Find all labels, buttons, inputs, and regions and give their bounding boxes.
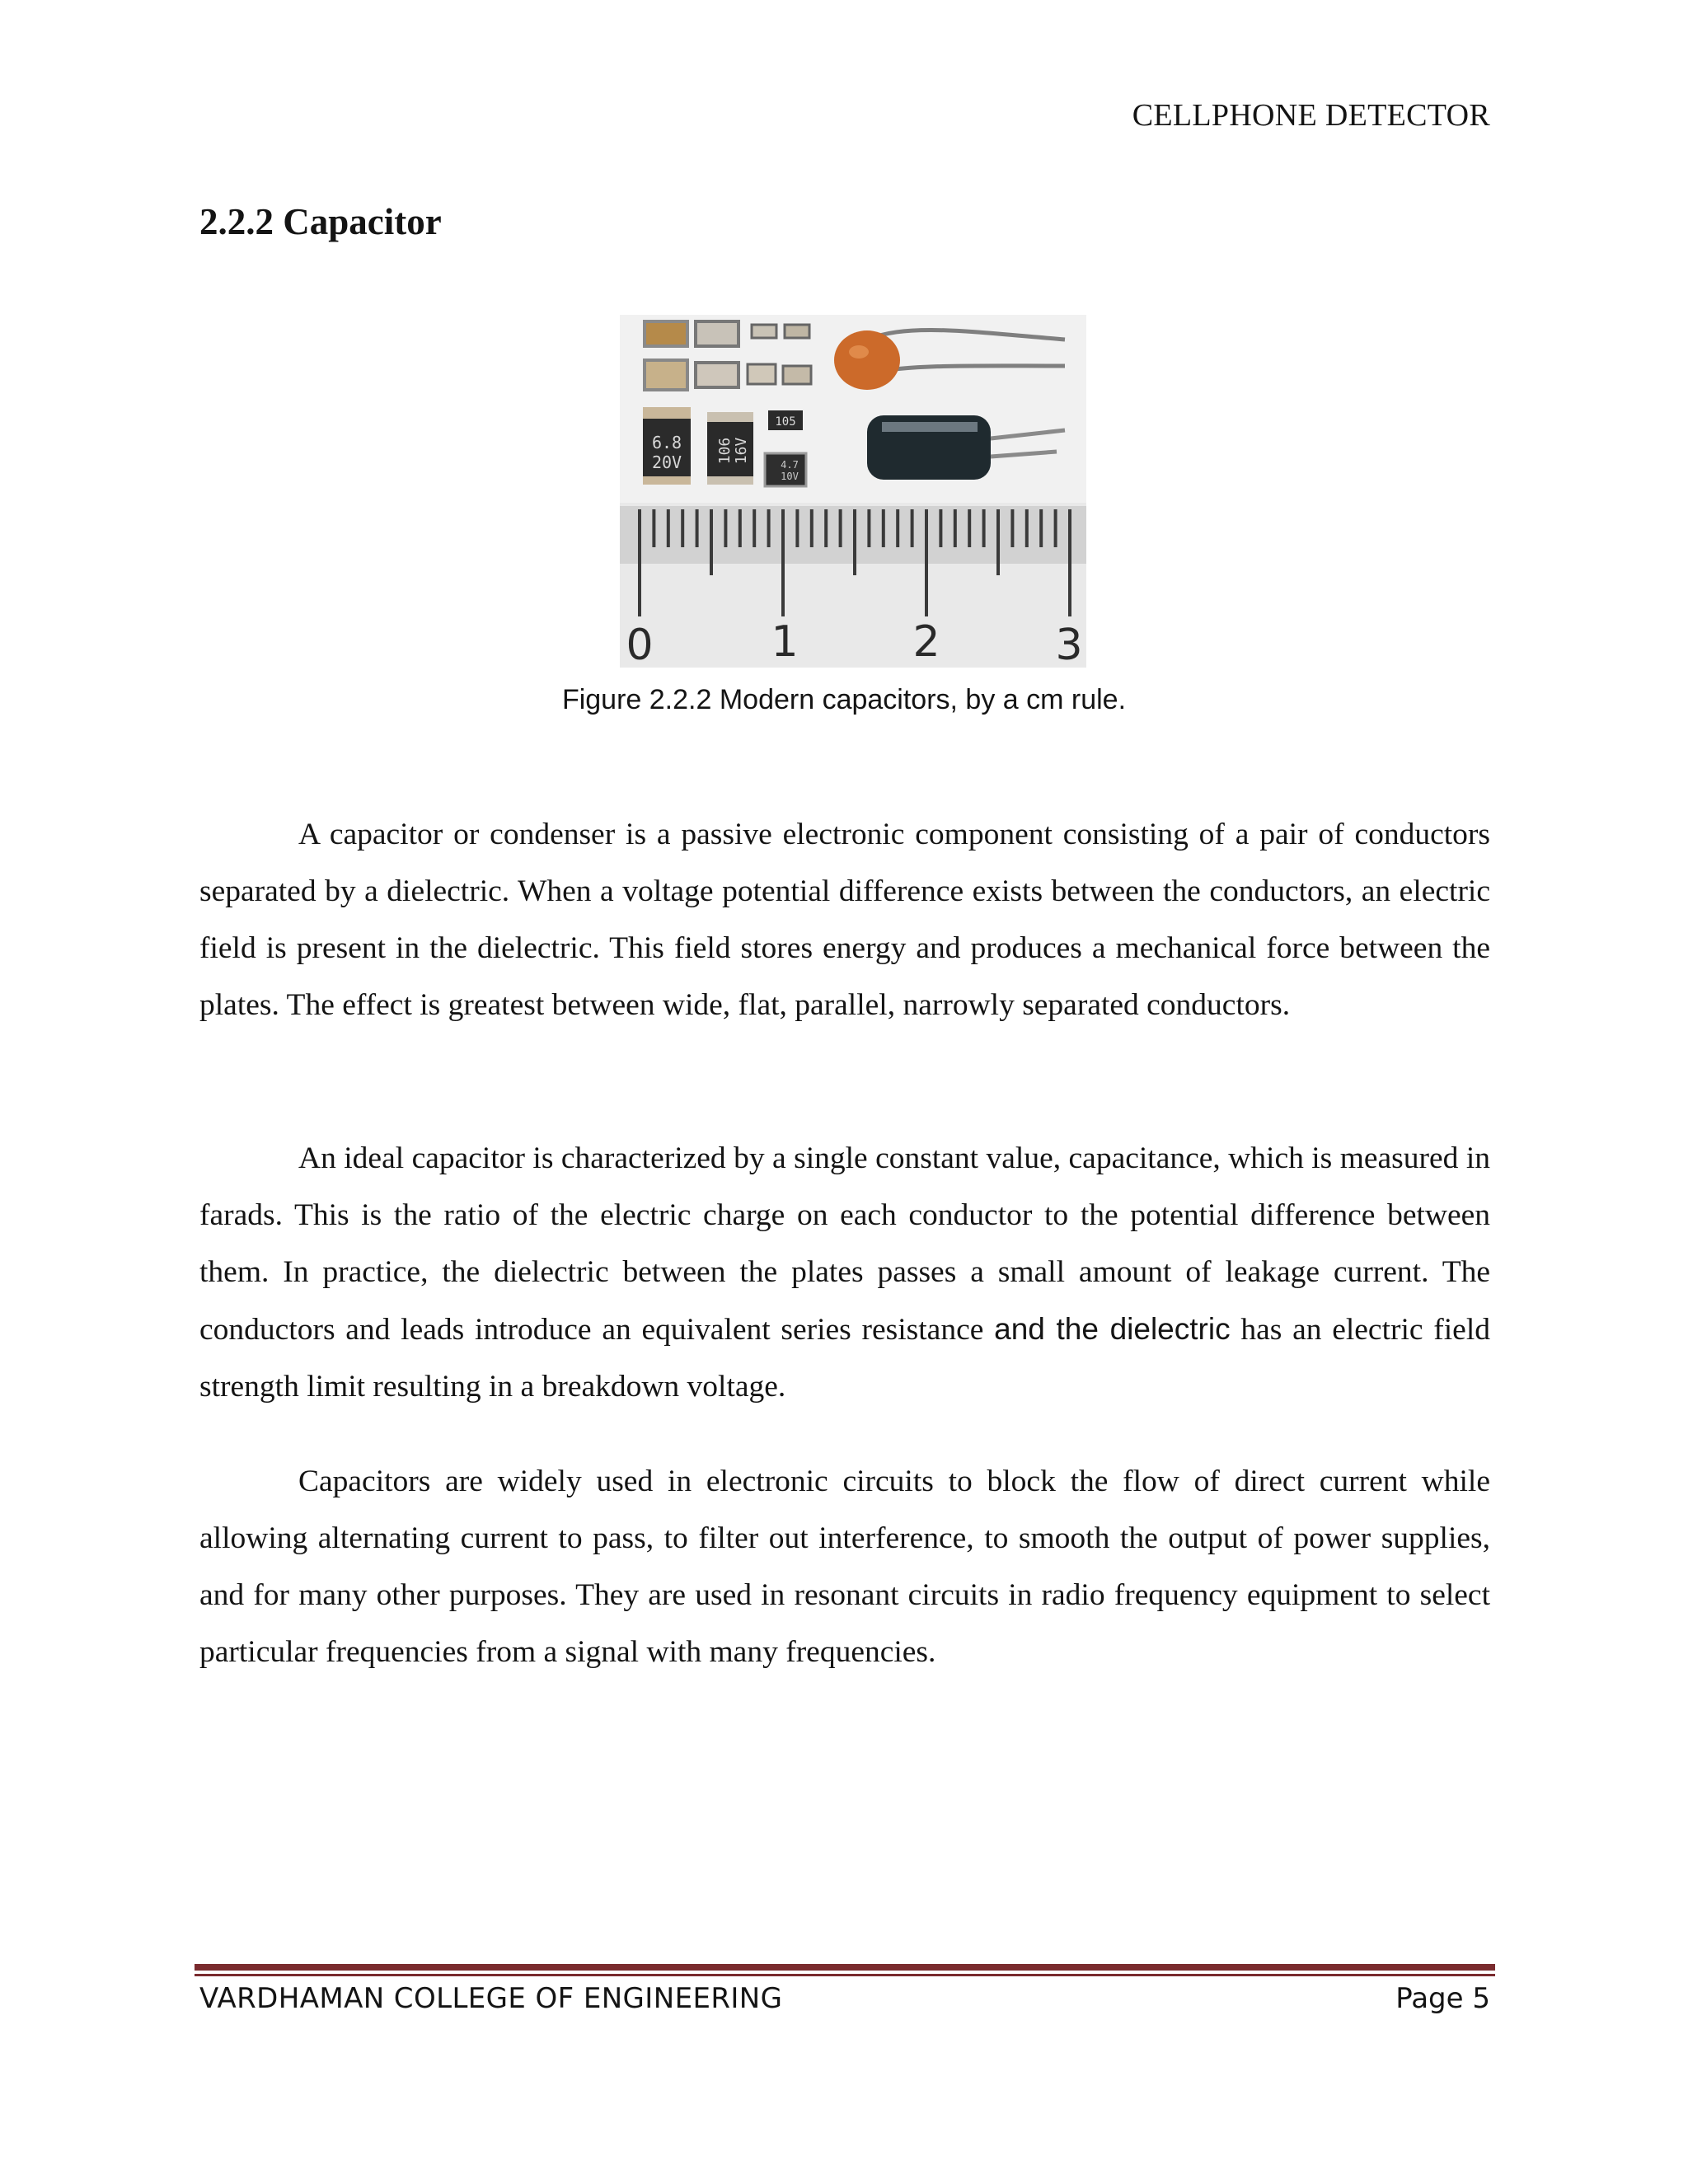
- marking-20v: 20V: [651, 452, 682, 472]
- paragraph-2: [199, 1130, 1490, 1415]
- figure-caption: Figure 2.2.2 Modern capacitors, by a cm rule.: [561, 684, 1127, 715]
- ruler-label-2: 2: [912, 617, 940, 667]
- footer-page-number: Page 5: [1395, 1982, 1490, 2015]
- paragraph-3: [199, 1453, 1490, 1680]
- marking-105: 105: [775, 415, 796, 429]
- paragraph-1: [199, 806, 1490, 1033]
- paragraph-3-text: Capacitors are widely used in electronic circuits to block the flow of direct current while allowing alternating current to pass, to filter out interference, to smooth the output of power supplies, and for many other purposes. They are used in resonant circuits in radio frequency equipment to select particular frequencies from a signal with many frequencies.: [199, 1465, 1490, 1669]
- tantalum-capacitor-medium: [707, 412, 753, 485]
- ruler-label-0: 0: [626, 621, 654, 668]
- capacitors-photo: [620, 315, 1086, 668]
- paragraph-1-text: A capacitor or condenser is a passive electronic component consisting of a pair of conductors separated by a dielectric. When a voltage potential difference exists between the conductors, an electric field is present in the dielectric. This field stores energy and produces a mechanical force between the plates. The effect is greatest between wide, flat, parallel, narrowly separated conductors.: [199, 818, 1490, 1022]
- marking-6-8: 6.8: [651, 433, 682, 452]
- ruler-label-1: 1: [771, 617, 799, 667]
- marking-106: 106: [716, 437, 734, 465]
- paragraph-2-text-b: and the dielectric: [994, 1312, 1231, 1346]
- footer-rule: [195, 1964, 1495, 1977]
- ruler-label-3: 3: [1055, 621, 1083, 668]
- marking-10v: 10V: [781, 471, 799, 482]
- marking-16v: 16V: [733, 437, 750, 465]
- tantalum-capacitor-large: [643, 407, 691, 485]
- marking-4-7: 4.7: [781, 459, 799, 471]
- running-header: CELLPHONE DETECTOR: [1132, 98, 1490, 133]
- paragraph-2-text-a: An ideal capacitor is characterized by a single constant value, capacitance, which is measured in farads. This is the ratio of the electric charge on each conductor to the potential difference between them. In practice, the dielectric between the plates passes a small amount of leakage current. The conductors and leads introduce an equivalent series resistance: [199, 1141, 1490, 1347]
- cm-ruler: [620, 503, 1086, 668]
- section-heading: 2.2.2 Capacitor: [199, 201, 442, 242]
- footer-institution: VARDHAMAN COLLEGE OF ENGINEERING: [199, 1982, 783, 2015]
- paragraph-2-text-c: has an electric field strength limit resulting in a breakdown voltage.: [199, 1313, 1490, 1404]
